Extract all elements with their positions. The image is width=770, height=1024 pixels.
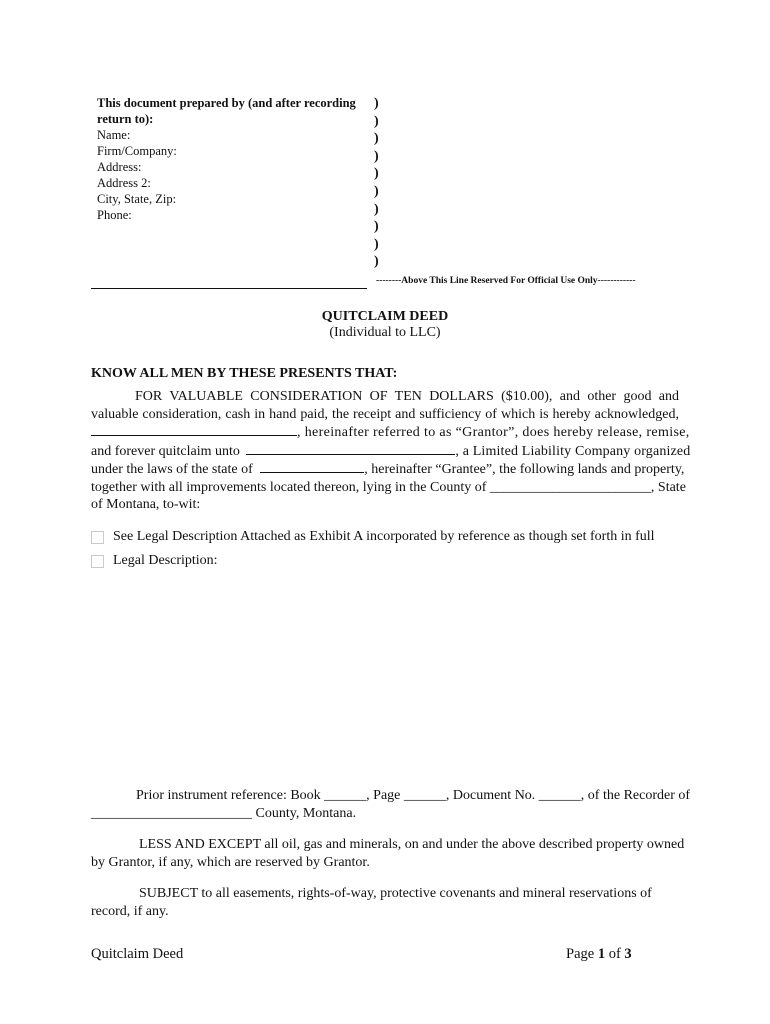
consideration-line <box>91 442 691 461</box>
subject-to-line: SUBJECT to all easements, rights-of-way, protective covenants and mineral reservations of <box>139 886 652 901</box>
preparer-city-label: City, State, Zip: <box>97 192 177 206</box>
subject-to-paragraph <box>91 885 679 920</box>
consideration-text: under the laws of the state of <box>91 462 253 477</box>
preparer-address-label: Address: <box>97 160 142 174</box>
total-pages: 3 <box>624 946 632 962</box>
preparer-heading-line1: This document prepared by (and after recording <box>97 96 356 110</box>
know-all-men-heading: KNOW ALL MEN BY THESE PRESENTS THAT: <box>91 366 398 381</box>
paren: ) <box>374 219 379 235</box>
paren: ) <box>374 183 379 199</box>
page-of: of <box>608 946 621 962</box>
legal-description-option <box>91 553 218 569</box>
grantor-name-blank[interactable] <box>91 423 297 436</box>
preparer-address2-label: Address 2: <box>97 176 151 190</box>
exhibit-option <box>91 529 655 545</box>
paren: ) <box>374 148 379 164</box>
subject-to-line: record, if any. <box>91 903 169 919</box>
paren-column <box>374 95 379 271</box>
paren: ) <box>374 254 379 270</box>
paren: ) <box>374 131 379 147</box>
paren: ) <box>374 236 379 252</box>
footer-page-number <box>566 946 632 963</box>
recording-divider-line <box>91 288 367 289</box>
consideration-line <box>91 460 685 479</box>
consideration-line: of Montana, to-wit: <box>91 497 201 512</box>
consideration-text: , hereinafter “Grantee”, the following lands and property, <box>364 462 685 477</box>
consideration-paragraph <box>91 388 691 514</box>
preparer-firm-label: Firm/Company: <box>97 144 177 158</box>
consideration-line <box>91 423 690 442</box>
preparer-heading-line2: return to): <box>97 112 154 126</box>
exhibit-option-label: See Legal Description Attached as Exhibit A incorporated by reference as though set forth in full <box>113 529 655 544</box>
paren: ) <box>374 201 379 217</box>
less-except-paragraph <box>91 836 685 871</box>
state-blank[interactable] <box>260 460 364 473</box>
prior-instrument-paragraph <box>91 787 691 822</box>
consideration-line: FOR VALUABLE CONSIDERATION OF TEN DOLLARS ($10.00), and other good and <box>135 389 679 404</box>
grantee-name-blank[interactable] <box>246 442 455 455</box>
document-title: QUITCLAIM DEED <box>321 309 449 324</box>
footer-document-name: Quitclaim Deed <box>91 946 184 962</box>
preparer-phone-label: Phone: <box>97 208 132 222</box>
document-subtitle: (Individual to LLC) <box>329 325 441 340</box>
current-page: 1 <box>597 946 606 962</box>
less-except-line: LESS AND EXCEPT all oil, gas and minerals, on and under the above described property owned <box>139 837 685 852</box>
less-except-line: by Grantor, if any, which are reserved by Grantor. <box>91 854 370 870</box>
paren: ) <box>374 96 379 111</box>
paren: ) <box>374 113 379 129</box>
consideration-line: together with all improvements located thereon, lying in the County of _______________________, State <box>91 479 686 495</box>
exhibit-checkbox[interactable] <box>91 531 104 544</box>
paren: ) <box>374 166 379 182</box>
reserved-note: --------Above This Line Reserved For Official Use Only------------ <box>376 276 636 286</box>
consideration-text: , hereinafter referred to as “Grantor”, does hereby release, remise, <box>297 425 690 440</box>
consideration-text: , a Limited Liability Company organized <box>455 443 691 459</box>
consideration-text: and forever quitclaim unto <box>91 443 240 459</box>
preparer-block <box>97 95 367 223</box>
legal-description-label: Legal Description: <box>113 553 218 568</box>
page-prefix: Page <box>566 946 595 962</box>
prior-instrument-line: Prior instrument reference: Book ______, Page ______, Document No. ______, of the Recorder of <box>136 788 691 803</box>
consideration-line: valuable consideration, cash in hand paid, the receipt and sufficiency of which is hereby acknowledged, <box>91 406 679 422</box>
legal-description-checkbox[interactable] <box>91 555 104 568</box>
preparer-name-label: Name: <box>97 128 131 142</box>
prior-instrument-line: _______________________ County, Montana. <box>91 805 357 821</box>
